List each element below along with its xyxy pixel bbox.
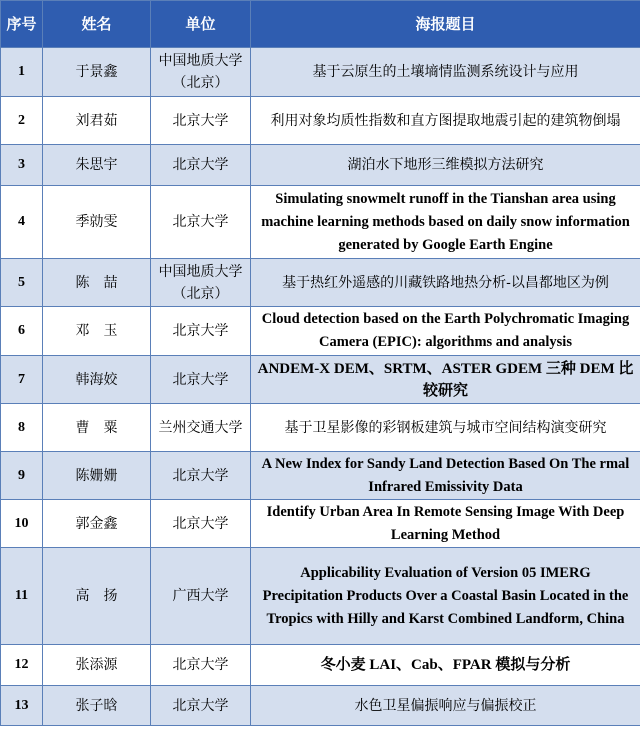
table-row	[1, 356, 640, 404]
row-title: 基于卫星影像的彩钢板建筑与城市空间结构演变研究	[251, 404, 640, 452]
table-row	[1, 186, 640, 259]
row-unit: 北京大学	[151, 186, 251, 259]
row-title: 冬小麦 LAI、Cab、FPAR 模拟与分析	[251, 645, 640, 686]
row-unit: 中国地质大学（北京）	[151, 259, 251, 307]
row-index: 5	[1, 259, 43, 307]
row-title: A New Index for Sandy Land Detection Based On The rmal Infrared Emissivity Data	[251, 452, 640, 500]
table-row	[1, 548, 640, 645]
row-name: 张添源	[43, 645, 151, 686]
table-row	[1, 48, 640, 97]
row-unit: 北京大学	[151, 145, 251, 186]
row-name: 刘君茹	[43, 97, 151, 145]
row-title: Applicability Evaluation of Version 05 IMERG Precipitation Products Over a Coastal Basin Located in the Tropics with Hilly and Karst Combined Landform, China	[251, 548, 640, 645]
row-unit: 兰州交通大学	[151, 404, 251, 452]
header-name: 姓名	[43, 1, 151, 48]
row-index: 8	[1, 404, 43, 452]
row-name: 陈姗姗	[43, 452, 151, 500]
row-title: Simulating snowmelt runoff in the Tianshan area using machine learning methods based on daily snow information generated by Google Earth Engine	[251, 186, 640, 259]
row-title: 基于热红外遥感的川藏铁路地热分析-以昌都地区为例	[251, 259, 640, 307]
row-name: 朱思宇	[43, 145, 151, 186]
row-title: Cloud detection based on the Earth Polychromatic Imaging Camera (EPIC): algorithms and analysis	[251, 307, 640, 356]
row-name: 陈 喆	[43, 259, 151, 307]
row-unit: 北京大学	[151, 645, 251, 686]
row-index: 11	[1, 548, 43, 645]
row-name: 韩海姣	[43, 356, 151, 404]
header-title: 海报题目	[251, 1, 640, 48]
row-unit: 广西大学	[151, 548, 251, 645]
row-unit: 北京大学	[151, 356, 251, 404]
row-index: 3	[1, 145, 43, 186]
table-row	[1, 645, 640, 686]
row-unit: 北京大学	[151, 97, 251, 145]
header-index: 序号	[1, 1, 43, 48]
row-name: 季勍雯	[43, 186, 151, 259]
row-name: 张子晗	[43, 686, 151, 726]
row-name: 曹 粟	[43, 404, 151, 452]
row-unit: 北京大学	[151, 452, 251, 500]
row-name: 郭金鑫	[43, 500, 151, 548]
row-unit: 北京大学	[151, 686, 251, 726]
table-row	[1, 452, 640, 500]
row-name: 高 扬	[43, 548, 151, 645]
row-index: 13	[1, 686, 43, 726]
row-index: 1	[1, 48, 43, 97]
table-row	[1, 500, 640, 548]
row-title: 湖泊水下地形三维模拟方法研究	[251, 145, 640, 186]
table-row	[1, 307, 640, 356]
row-index: 4	[1, 186, 43, 259]
row-index: 12	[1, 645, 43, 686]
row-index: 2	[1, 97, 43, 145]
table-body	[1, 48, 640, 726]
row-index: 6	[1, 307, 43, 356]
row-name: 邓 玉	[43, 307, 151, 356]
row-title: 利用对象均质性指数和直方图提取地震引起的建筑物倒塌	[251, 97, 640, 145]
row-title: ANDEM-X DEM、SRTM、ASTER GDEM 三种 DEM 比较研究	[251, 356, 640, 404]
header-row	[1, 1, 640, 48]
table-row	[1, 97, 640, 145]
table-row	[1, 404, 640, 452]
row-name: 于景鑫	[43, 48, 151, 97]
row-unit: 北京大学	[151, 500, 251, 548]
header-unit: 单位	[151, 1, 251, 48]
table-header	[1, 1, 640, 48]
row-index: 10	[1, 500, 43, 548]
row-title: 基于云原生的土壤墒情监测系统设计与应用	[251, 48, 640, 97]
row-unit: 中国地质大学（北京）	[151, 48, 251, 97]
table-row	[1, 686, 640, 726]
table-row	[1, 145, 640, 186]
row-index: 7	[1, 356, 43, 404]
row-title: Identify Urban Area In Remote Sensing Image With Deep Learning Method	[251, 500, 640, 548]
row-index: 9	[1, 452, 43, 500]
row-unit: 北京大学	[151, 307, 251, 356]
row-title: 水色卫星偏振响应与偏振校正	[251, 686, 640, 726]
table-row	[1, 259, 640, 307]
